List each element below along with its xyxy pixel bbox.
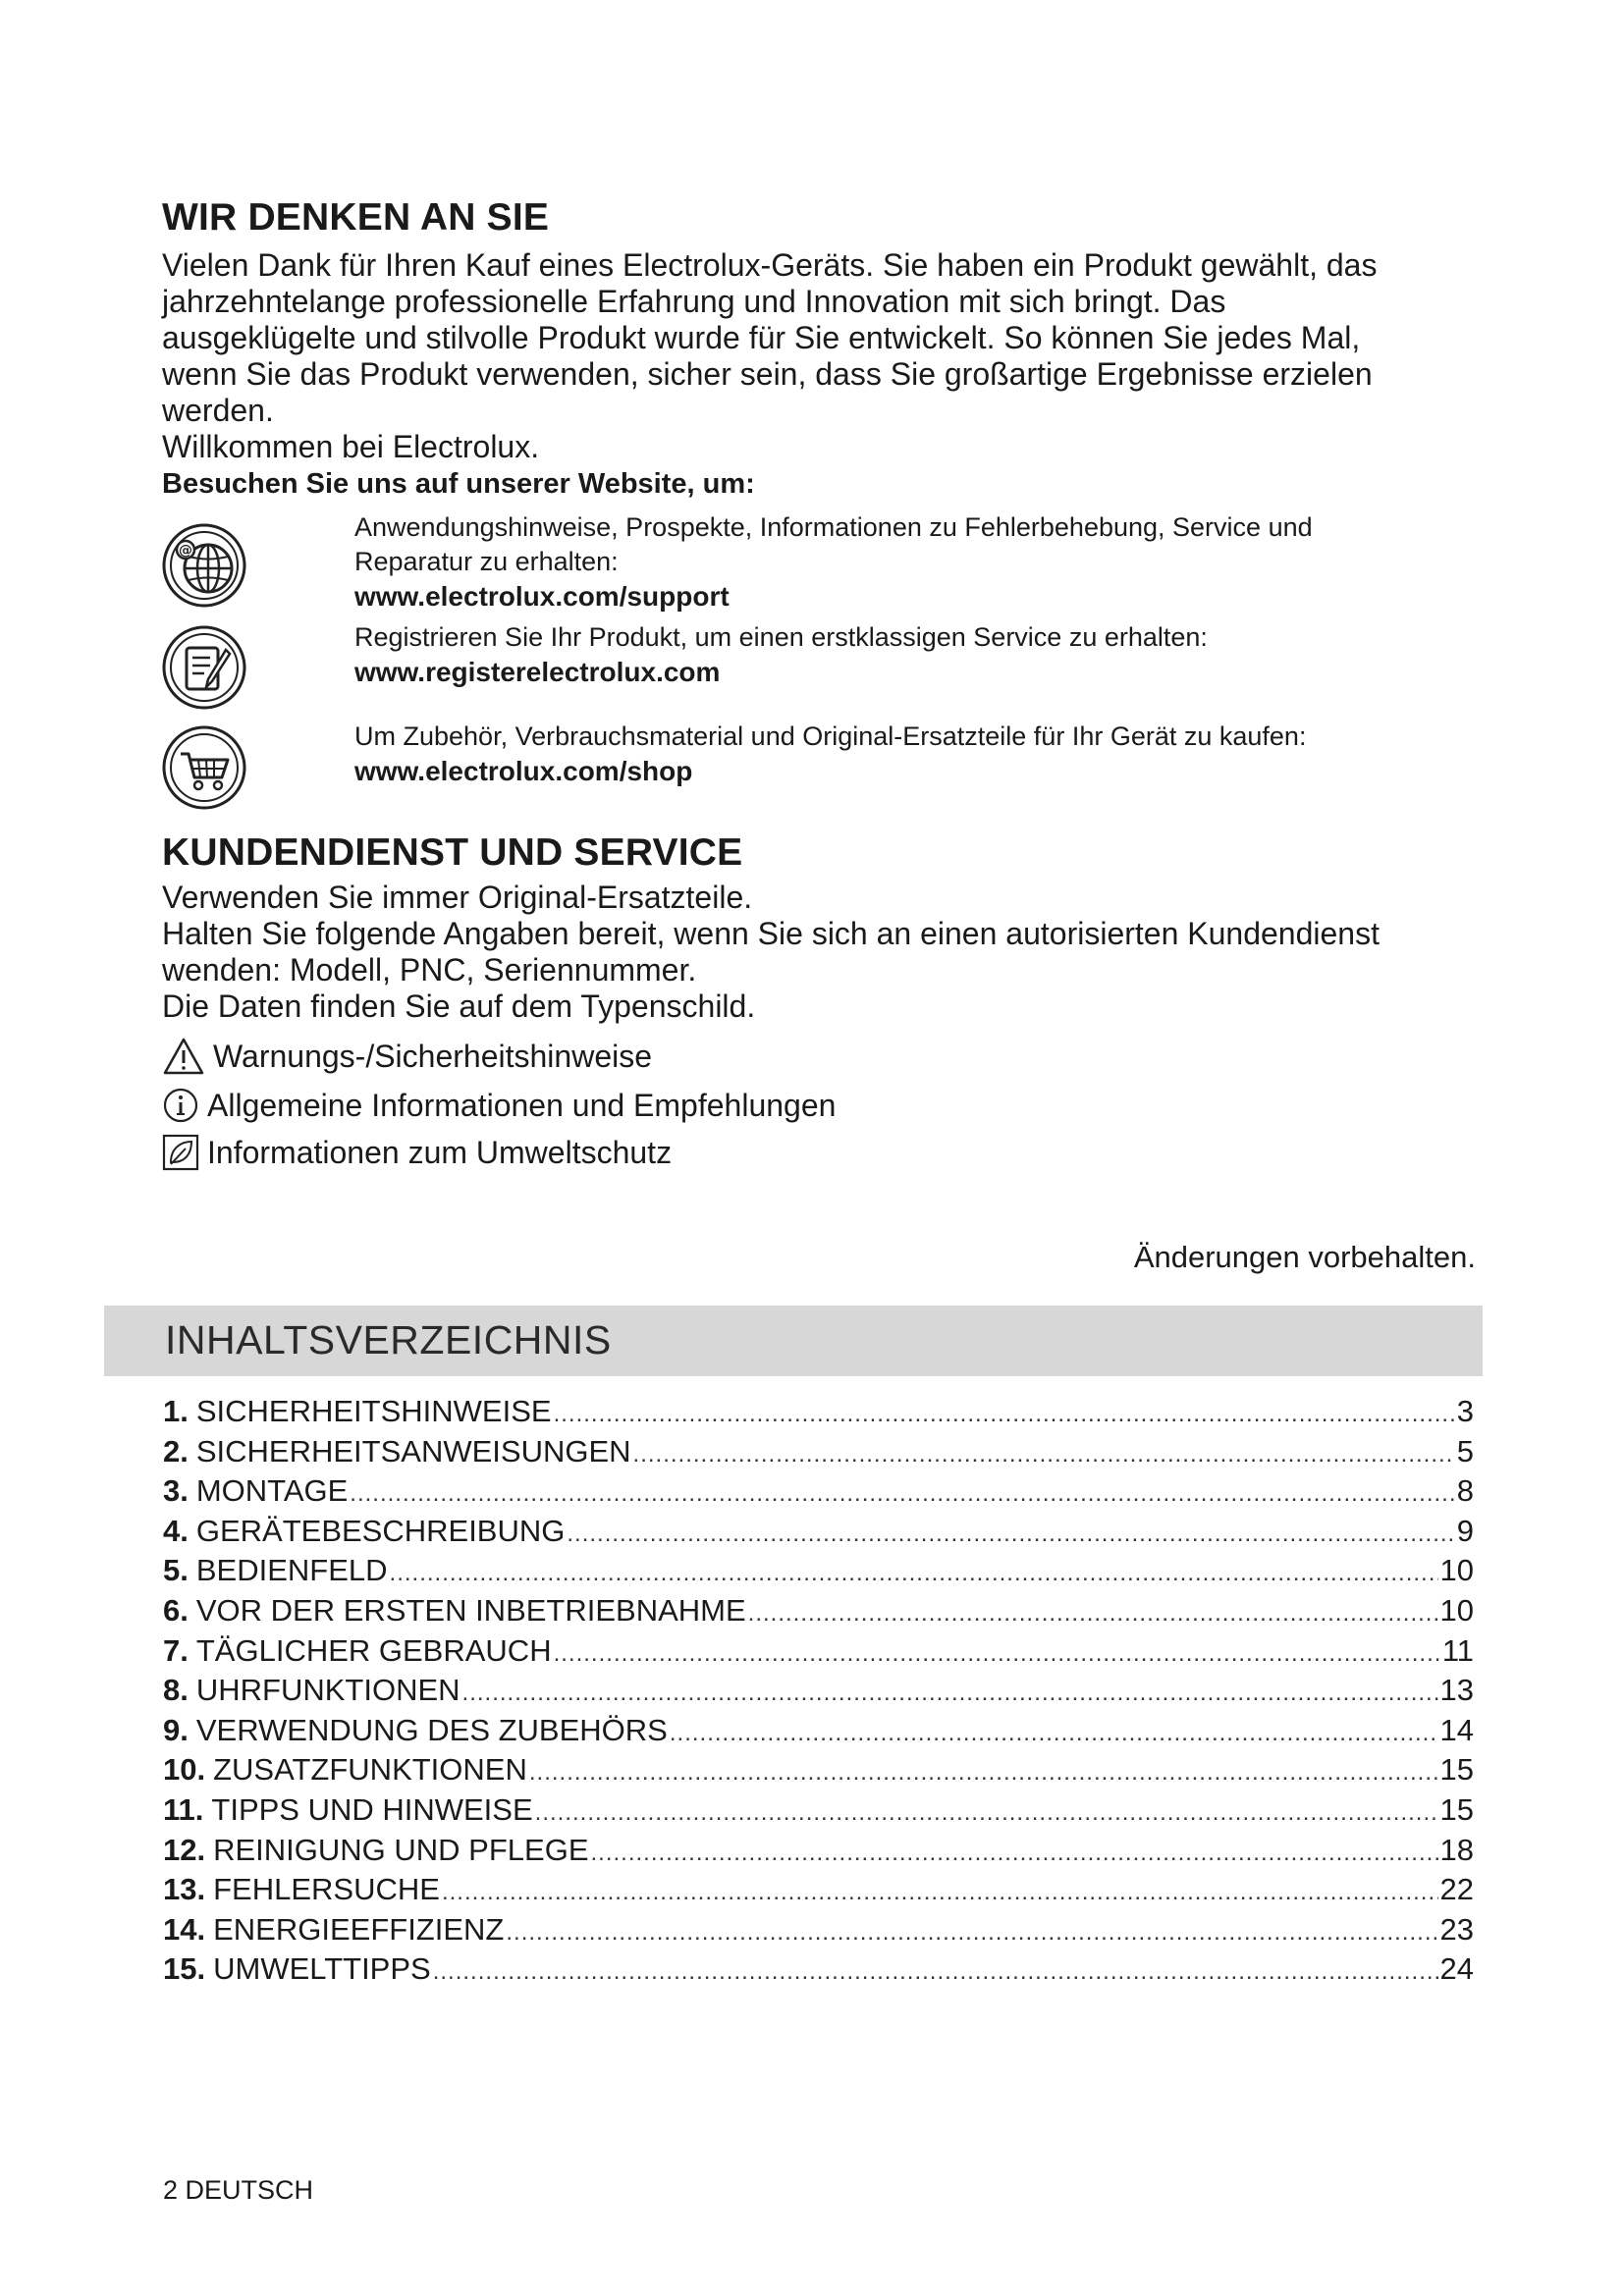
service-line: Halten Sie folgende Angaben bereit, wenn Sie sich an einen autorisierten Kundendienst [162, 916, 1380, 951]
toc-entry[interactable] [163, 1394, 1474, 1434]
toc-page-number: 10 [1439, 1553, 1474, 1588]
support-info [354, 510, 1484, 614]
warning-triangle-icon [162, 1037, 205, 1076]
toc-label: UMWELTTIPPS [213, 1951, 431, 1987]
toc-label: FEHLERSUCHE [213, 1872, 440, 1907]
toc-label: VOR DER ERSTEN INBETRIEBNAHME [195, 1592, 746, 1628]
toc-leader [567, 1521, 1454, 1548]
toc-number: 1. [163, 1394, 189, 1428]
toc-page-number: 3 [1456, 1394, 1474, 1428]
toc-entry[interactable] [163, 1473, 1474, 1514]
welcome-heading: WIR DENKEN AN SIE [162, 196, 550, 239]
toc-number: 5. [163, 1553, 189, 1588]
toc-number: 9. [163, 1712, 189, 1747]
toc-leader [433, 1958, 1438, 1986]
toc-leader [591, 1840, 1438, 1867]
toc-leader [390, 1560, 1438, 1587]
register-link[interactable]: www.registerelectrolux.com [354, 657, 721, 687]
toc-number: 11. [163, 1791, 204, 1827]
toc-entry[interactable] [163, 1752, 1474, 1792]
service-line: Verwenden Sie immer Original-Ersatzteile. [162, 880, 753, 915]
toc-label: SICHERHEITSANWEISUNGEN [195, 1433, 631, 1468]
toc-leader [554, 1401, 1455, 1428]
legend-warning [162, 1035, 652, 1078]
toc-page-number: 23 [1439, 1911, 1474, 1947]
toc-leader [670, 1720, 1438, 1747]
toc-entry[interactable] [163, 1434, 1474, 1474]
welcome-line: werden. [162, 393, 274, 428]
legend-environment [162, 1131, 672, 1174]
toc-page-number: 18 [1439, 1832, 1474, 1867]
welcome-text [162, 247, 1377, 465]
visit-website-label: Besuchen Sie uns auf unserer Website, um: [162, 468, 755, 500]
toc-leader [748, 1600, 1438, 1628]
toc-entry[interactable] [163, 1553, 1474, 1593]
toc-label: GERÄTEBESCHREIBUNG [195, 1513, 566, 1548]
shop-link[interactable]: www.electrolux.com/shop [354, 756, 693, 786]
toc-label: TÄGLICHER GEBRAUCH [195, 1632, 552, 1668]
toc-label: TIPPS UND HINWEISE [211, 1791, 533, 1827]
toc-number: 4. [163, 1513, 189, 1548]
register-document-icon [161, 624, 247, 711]
toc-label: REINIGUNG UND PFLEGE [213, 1832, 589, 1867]
support-text-line: Reparatur zu erhalten: [354, 547, 619, 576]
toc-leader [506, 1919, 1437, 1947]
toc-page-number: 8 [1456, 1473, 1474, 1509]
legend-info-label: Allgemeine Informationen und Empfehlungen [207, 1087, 837, 1123]
welcome-line: wenn Sie das Produkt verwenden, sicher sein, dass Sie großartige Ergebnisse erzielen [162, 356, 1373, 392]
svg-text:@: @ [179, 543, 192, 559]
toc-page-number: 11 [1441, 1632, 1474, 1668]
toc-page-number: 24 [1439, 1951, 1474, 1987]
welcome-line: Willkommen bei Electrolux. [162, 429, 540, 464]
toc-label: MONTAGE [195, 1473, 349, 1509]
toc-leader [529, 1759, 1438, 1787]
toc-entry[interactable] [163, 1951, 1474, 1992]
welcome-line: ausgeklügelte und stilvolle Produkt wurde für Sie entwickelt. So können Sie jedes Mal, [162, 320, 1361, 355]
toc-title: INHALTSVERZEICHNIS [165, 1317, 612, 1362]
toc-label: ZUSATZFUNKTIONEN [213, 1752, 527, 1788]
toc-page-number: 15 [1439, 1752, 1474, 1788]
welcome-line: Vielen Dank für Ihren Kauf eines Electrolux-Geräts. Sie haben ein Produkt gewählt, das [162, 247, 1378, 283]
toc-number: 13. [163, 1872, 206, 1907]
toc-label: BEDIENFELD [195, 1553, 388, 1588]
support-link[interactable]: www.electrolux.com/support [354, 581, 730, 612]
toc-entry[interactable] [163, 1514, 1474, 1554]
toc-number: 3. [163, 1473, 189, 1509]
toc-leader [554, 1640, 1440, 1668]
toc-number: 8. [163, 1673, 189, 1708]
toc-leader [442, 1879, 1438, 1906]
toc-page-number: 10 [1439, 1592, 1474, 1628]
toc-entry[interactable] [163, 1833, 1474, 1873]
toc-number: 6. [163, 1592, 189, 1628]
toc-leader [350, 1480, 1454, 1508]
toc-entry[interactable] [163, 1673, 1474, 1713]
toc-leader [535, 1799, 1438, 1827]
shop-text-line: Um Zubehör, Verbrauchsmaterial und Original-Ersatzteile für Ihr Gerät zu kaufen: [354, 721, 1307, 751]
toc-page-number: 14 [1439, 1712, 1474, 1747]
service-line: wenden: Modell, PNC, Seriennummer. [162, 952, 697, 988]
toc-number: 12. [163, 1832, 206, 1867]
toc-label: VERWENDUNG DES ZUBEHÖRS [195, 1712, 668, 1747]
toc-entry[interactable] [163, 1912, 1474, 1952]
legend-environment-label: Informationen zum Umweltschutz [207, 1134, 673, 1170]
toc-entry[interactable] [163, 1792, 1474, 1833]
register-info [354, 620, 1484, 689]
toc-number: 2. [163, 1433, 189, 1468]
toc-label: UHRFUNKTIONEN [195, 1673, 460, 1708]
toc-page-number: 22 [1439, 1872, 1474, 1907]
toc-leader [633, 1441, 1455, 1468]
toc-header-band [104, 1306, 1483, 1376]
toc-entry[interactable] [163, 1872, 1474, 1912]
toc-number: 15. [163, 1951, 206, 1987]
service-text [162, 880, 1380, 1025]
toc-entry[interactable] [163, 1713, 1474, 1753]
service-heading: KUNDENDIENST UND SERVICE [162, 831, 743, 874]
toc-page-number: 9 [1456, 1513, 1474, 1548]
toc-entry[interactable] [163, 1633, 1474, 1674]
toc-entry[interactable] [163, 1593, 1474, 1633]
globe-icon [161, 522, 247, 609]
toc-label: SICHERHEITSHINWEISE [195, 1394, 552, 1428]
changes-note: Änderungen vorbehalten. [1133, 1240, 1476, 1274]
toc-list [163, 1394, 1474, 1992]
toc-page-number: 15 [1439, 1791, 1474, 1827]
toc-number: 14. [163, 1911, 206, 1947]
toc-leader [462, 1680, 1438, 1707]
register-text-line: Registrieren Sie Ihr Produkt, um einen erstklassigen Service zu erhalten: [354, 622, 1208, 652]
legend-info [162, 1084, 836, 1127]
welcome-line: jahrzehntelange professionelle Erfahrung und Innovation mit sich bringt. Das [162, 284, 1226, 319]
shopping-cart-icon [161, 724, 247, 811]
page-footer: 2 DEUTSCH [163, 2175, 314, 2205]
toc-page-number: 13 [1439, 1673, 1474, 1708]
support-text-line: Anwendungshinweise, Prospekte, Informationen zu Fehlerbehebung, Service und [354, 512, 1313, 542]
toc-page-number: 5 [1456, 1433, 1474, 1468]
leaf-icon [162, 1134, 199, 1171]
toc-number: 10. [163, 1752, 206, 1788]
toc-label: ENERGIEEFFIZIENZ [213, 1911, 505, 1947]
info-icon [162, 1087, 199, 1124]
toc-number: 7. [163, 1632, 189, 1668]
service-line: Die Daten finden Sie auf dem Typenschild. [162, 988, 756, 1024]
shop-info [354, 720, 1484, 788]
legend-warning-label: Warnungs-/Sicherheitshinweise [213, 1038, 653, 1074]
